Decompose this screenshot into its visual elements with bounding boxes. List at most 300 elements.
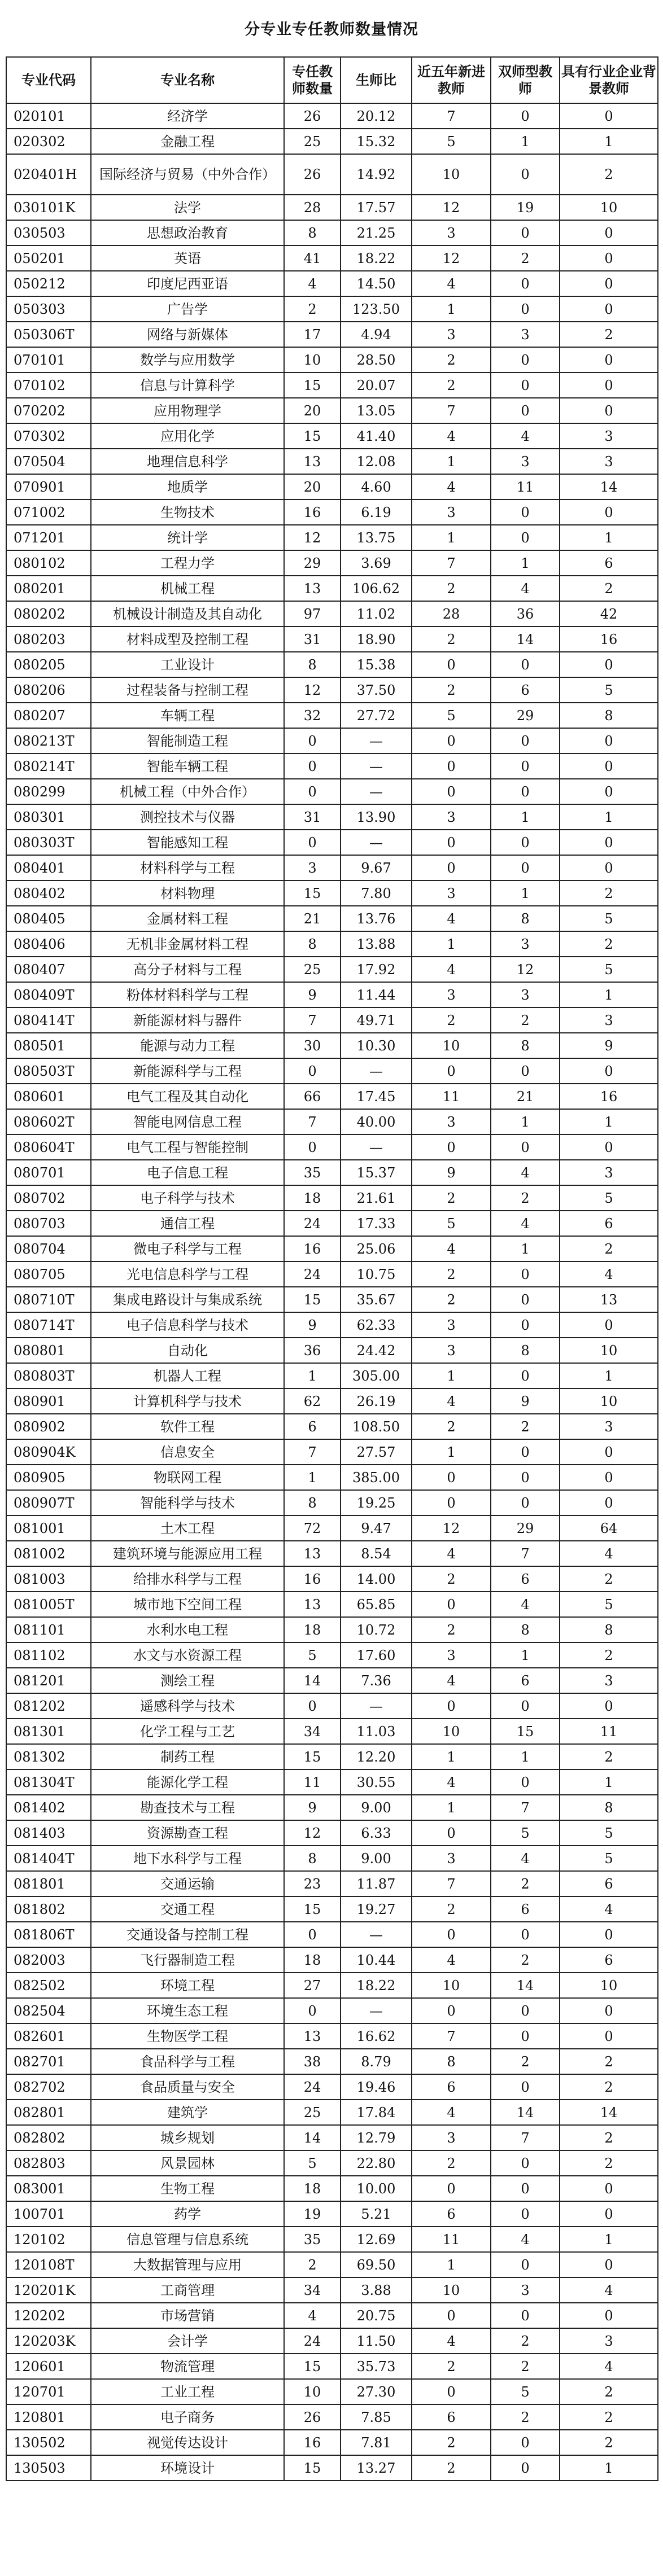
- cell-teacher-count: 35: [284, 1160, 341, 1185]
- cell-dual-qualified: 14: [491, 2100, 560, 2125]
- cell-teacher-count: 5: [284, 2150, 341, 2176]
- cell-teacher-count: 72: [284, 1515, 341, 1541]
- table-row: [6, 1820, 658, 1846]
- table-row: [6, 1312, 658, 1338]
- cell-teacher-count: 16: [284, 1236, 341, 1261]
- cell-teacher-count: 26: [284, 103, 341, 129]
- cell-new-teachers: 10: [412, 1033, 491, 1058]
- table-row: [6, 474, 658, 500]
- cell-new-teachers: 0: [412, 779, 491, 804]
- cell-dual-qualified: 0: [491, 652, 560, 677]
- cell-industry-background: 2: [560, 2150, 658, 2176]
- cell-industry-background: 0: [560, 830, 658, 855]
- cell-teacher-count: 41: [284, 246, 341, 271]
- cell-new-teachers: 5: [412, 129, 491, 154]
- cell-new-teachers: 3: [412, 1642, 491, 1668]
- cell-major-name: 勘查技术与工程: [91, 1795, 284, 1820]
- table-row: [6, 982, 658, 1007]
- cell-major-code: 082701: [6, 2049, 91, 2074]
- cell-teacher-count: 20: [284, 474, 341, 500]
- cell-industry-background: 2: [560, 322, 658, 347]
- cell-student-teacher-ratio: 11.50: [341, 2328, 412, 2354]
- cell-industry-background: 1: [560, 525, 658, 550]
- cell-major-name: 过程装备与控制工程: [91, 677, 284, 703]
- cell-major-code: 081806T: [6, 1922, 91, 1947]
- cell-student-teacher-ratio: 9.00: [341, 1795, 412, 1820]
- cell-dual-qualified: 3: [491, 449, 560, 474]
- cell-teacher-count: 9: [284, 982, 341, 1007]
- header-major-code: 专业代码: [6, 57, 91, 103]
- cell-major-name: 环境设计: [91, 2455, 284, 2481]
- cell-student-teacher-ratio: 14.92: [341, 154, 412, 195]
- cell-major-name: 遥感科学与技术: [91, 1693, 284, 1719]
- cell-teacher-count: 25: [284, 2100, 341, 2125]
- cell-major-code: 050306T: [6, 322, 91, 347]
- table-row: [6, 1084, 658, 1109]
- cell-new-teachers: 5: [412, 703, 491, 728]
- cell-teacher-count: 10: [284, 347, 341, 373]
- cell-new-teachers: 0: [412, 1592, 491, 1617]
- cell-dual-qualified: 6: [491, 1566, 560, 1592]
- cell-new-teachers: 4: [412, 957, 491, 982]
- cell-dual-qualified: 0: [491, 1465, 560, 1490]
- cell-teacher-count: 9: [284, 1795, 341, 1820]
- cell-teacher-count: 31: [284, 627, 341, 652]
- cell-industry-background: 0: [560, 103, 658, 129]
- cell-teacher-count: 13: [284, 576, 341, 601]
- cell-dual-qualified: 11: [491, 474, 560, 500]
- cell-dual-qualified: 5: [491, 2379, 560, 2404]
- cell-dual-qualified: 1: [491, 550, 560, 576]
- table-row: [6, 2201, 658, 2227]
- cell-industry-background: 1: [560, 1769, 658, 1795]
- cell-industry-background: 0: [560, 2252, 658, 2277]
- cell-new-teachers: 1: [412, 931, 491, 957]
- table-row: [6, 398, 658, 423]
- cell-major-name: 制药工程: [91, 1744, 284, 1769]
- cell-student-teacher-ratio: 10.44: [341, 1947, 412, 1973]
- cell-student-teacher-ratio: 35.67: [341, 1287, 412, 1312]
- table-row: [6, 1414, 658, 1439]
- cell-student-teacher-ratio: 27.57: [341, 1439, 412, 1465]
- cell-major-code: 080710T: [6, 1287, 91, 1312]
- cell-major-code: 120701: [6, 2379, 91, 2404]
- cell-teacher-count: 4: [284, 2303, 341, 2328]
- cell-major-code: 050201: [6, 246, 91, 271]
- cell-teacher-count: 3: [284, 855, 341, 880]
- cell-dual-qualified: 15: [491, 1719, 560, 1744]
- cell-student-teacher-ratio: 9.00: [341, 1846, 412, 1871]
- cell-industry-background: 10: [560, 1338, 658, 1363]
- cell-teacher-count: 6: [284, 1414, 341, 1439]
- cell-student-teacher-ratio: 13.75: [341, 525, 412, 550]
- cell-teacher-count: 13: [284, 449, 341, 474]
- cell-teacher-count: 30: [284, 1033, 341, 1058]
- table-row: [6, 2125, 658, 2150]
- cell-teacher-count: 0: [284, 1693, 341, 1719]
- cell-dual-qualified: 2: [491, 2404, 560, 2430]
- cell-student-teacher-ratio: 28.50: [341, 347, 412, 373]
- cell-student-teacher-ratio: 11.03: [341, 1719, 412, 1744]
- cell-major-code: 071002: [6, 500, 91, 525]
- cell-teacher-count: 8: [284, 652, 341, 677]
- cell-student-teacher-ratio: 17.45: [341, 1084, 412, 1109]
- cell-teacher-count: 24: [284, 1261, 341, 1287]
- cell-new-teachers: 0: [412, 2379, 491, 2404]
- cell-major-name: 地理信息科学: [91, 449, 284, 474]
- cell-major-code: 081102: [6, 1642, 91, 1668]
- cell-teacher-count: 34: [284, 1719, 341, 1744]
- table-body: [6, 103, 658, 2481]
- cell-new-teachers: 0: [412, 1922, 491, 1947]
- cell-student-teacher-ratio: 10.30: [341, 1033, 412, 1058]
- table-row: [6, 220, 658, 246]
- cell-major-code: 120801: [6, 2404, 91, 2430]
- table-row: [6, 449, 658, 474]
- cell-dual-qualified: 0: [491, 2430, 560, 2455]
- cell-dual-qualified: 2: [491, 1871, 560, 1896]
- cell-major-code: 080405: [6, 906, 91, 931]
- cell-teacher-count: 36: [284, 1338, 341, 1363]
- cell-major-name: 通信工程: [91, 1211, 284, 1236]
- cell-student-teacher-ratio: —: [341, 753, 412, 779]
- cell-new-teachers: 4: [412, 1388, 491, 1414]
- cell-student-teacher-ratio: 108.50: [341, 1414, 412, 1439]
- cell-new-teachers: 0: [412, 1820, 491, 1846]
- cell-dual-qualified: 1: [491, 1642, 560, 1668]
- cell-major-code: 081201: [6, 1668, 91, 1693]
- cell-major-code: 083001: [6, 2176, 91, 2201]
- cell-student-teacher-ratio: 17.84: [341, 2100, 412, 2125]
- cell-major-name: 资源勘查工程: [91, 1820, 284, 1846]
- cell-dual-qualified: 7: [491, 1541, 560, 1566]
- table-row: [6, 753, 658, 779]
- table-row: [6, 576, 658, 601]
- cell-dual-qualified: 8: [491, 1338, 560, 1363]
- cell-major-name: 视觉传达设计: [91, 2430, 284, 2455]
- cell-industry-background: 4: [560, 1261, 658, 1287]
- cell-industry-background: 0: [560, 2303, 658, 2328]
- cell-dual-qualified: 0: [491, 1287, 560, 1312]
- cell-dual-qualified: 2: [491, 1414, 560, 1439]
- cell-dual-qualified: 0: [491, 830, 560, 855]
- cell-teacher-count: 14: [284, 1668, 341, 1693]
- cell-student-teacher-ratio: 19.27: [341, 1896, 412, 1922]
- table-row: [6, 347, 658, 373]
- cell-student-teacher-ratio: —: [341, 1134, 412, 1160]
- cell-dual-qualified: 21: [491, 1084, 560, 1109]
- cell-dual-qualified: 14: [491, 1973, 560, 1998]
- cell-industry-background: 4: [560, 1896, 658, 1922]
- cell-major-name: 电子信息科学与技术: [91, 1312, 284, 1338]
- cell-teacher-count: 19: [284, 2201, 341, 2227]
- cell-new-teachers: 0: [412, 1490, 491, 1515]
- cell-industry-background: 9: [560, 1033, 658, 1058]
- cell-major-name: 建筑环境与能源应用工程: [91, 1541, 284, 1566]
- cell-major-code: 080401: [6, 855, 91, 880]
- cell-major-code: 080902: [6, 1414, 91, 1439]
- cell-major-code: 082502: [6, 1973, 91, 1998]
- cell-major-name: 水利水电工程: [91, 1617, 284, 1642]
- cell-industry-background: 0: [560, 2176, 658, 2201]
- table-row: [6, 2100, 658, 2125]
- table-row: [6, 2074, 658, 2100]
- cell-teacher-count: 12: [284, 1820, 341, 1846]
- cell-major-code: 080299: [6, 779, 91, 804]
- page-title: 分专业专任教师数量情况: [245, 21, 418, 38]
- cell-new-teachers: 2: [412, 1261, 491, 1287]
- cell-student-teacher-ratio: 10.00: [341, 2176, 412, 2201]
- cell-student-teacher-ratio: 9.67: [341, 855, 412, 880]
- cell-new-teachers: 1: [412, 2252, 491, 2277]
- cell-student-teacher-ratio: —: [341, 830, 412, 855]
- cell-student-teacher-ratio: 37.50: [341, 677, 412, 703]
- cell-dual-qualified: 14: [491, 627, 560, 652]
- cell-major-name: 智能制造工程: [91, 728, 284, 753]
- cell-student-teacher-ratio: 14.00: [341, 1566, 412, 1592]
- cell-major-name: 新能源科学与工程: [91, 1058, 284, 1084]
- cell-major-name: 自动化: [91, 1338, 284, 1363]
- cell-student-teacher-ratio: 10.75: [341, 1261, 412, 1287]
- cell-major-name: 风景园林: [91, 2150, 284, 2176]
- cell-industry-background: 2: [560, 2074, 658, 2100]
- cell-dual-qualified: 0: [491, 1261, 560, 1287]
- cell-major-code: 080602T: [6, 1109, 91, 1134]
- cell-major-code: 080214T: [6, 753, 91, 779]
- cell-student-teacher-ratio: 8.54: [341, 1541, 412, 1566]
- cell-dual-qualified: 0: [491, 296, 560, 322]
- cell-student-teacher-ratio: 35.73: [341, 2354, 412, 2379]
- cell-major-code: 080803T: [6, 1363, 91, 1388]
- cell-major-code: 081304T: [6, 1769, 91, 1795]
- cell-student-teacher-ratio: 17.60: [341, 1642, 412, 1668]
- cell-teacher-count: 1: [284, 1363, 341, 1388]
- table-row: [6, 1846, 658, 1871]
- cell-industry-background: 2: [560, 880, 658, 906]
- cell-industry-background: 2: [560, 1642, 658, 1668]
- cell-major-name: 信息安全: [91, 1439, 284, 1465]
- cell-student-teacher-ratio: 17.92: [341, 957, 412, 982]
- cell-industry-background: 0: [560, 2023, 658, 2049]
- cell-teacher-count: 0: [284, 830, 341, 855]
- cell-new-teachers: 0: [412, 1693, 491, 1719]
- cell-dual-qualified: 0: [491, 1693, 560, 1719]
- cell-dual-qualified: 6: [491, 1896, 560, 1922]
- cell-teacher-count: 25: [284, 129, 341, 154]
- cell-new-teachers: 12: [412, 246, 491, 271]
- cell-student-teacher-ratio: —: [341, 1922, 412, 1947]
- table-row: [6, 1058, 658, 1084]
- cell-new-teachers: 2: [412, 373, 491, 398]
- cell-industry-background: 0: [560, 779, 658, 804]
- table-row: [6, 2023, 658, 2049]
- cell-student-teacher-ratio: 7.80: [341, 880, 412, 906]
- table-row: [6, 1515, 658, 1541]
- table-row: [6, 1211, 658, 1236]
- cell-major-code: 080102: [6, 550, 91, 576]
- table-row: [6, 2252, 658, 2277]
- cell-dual-qualified: 2: [491, 2354, 560, 2379]
- cell-new-teachers: 0: [412, 1465, 491, 1490]
- cell-major-name: 建筑学: [91, 2100, 284, 2125]
- cell-major-code: 080203: [6, 627, 91, 652]
- cell-industry-background: 4: [560, 1541, 658, 1566]
- cell-new-teachers: 4: [412, 1769, 491, 1795]
- cell-teacher-count: 15: [284, 423, 341, 449]
- cell-teacher-count: 20: [284, 398, 341, 423]
- cell-industry-background: 5: [560, 1592, 658, 1617]
- cell-new-teachers: 3: [412, 1338, 491, 1363]
- cell-teacher-count: 13: [284, 1592, 341, 1617]
- cell-major-code: 120108T: [6, 2252, 91, 2277]
- cell-dual-qualified: 5: [491, 1820, 560, 1846]
- cell-student-teacher-ratio: 11.02: [341, 601, 412, 627]
- cell-new-teachers: 4: [412, 2100, 491, 2125]
- cell-major-name: 药学: [91, 2201, 284, 2227]
- cell-student-teacher-ratio: 11.44: [341, 982, 412, 1007]
- cell-teacher-count: 15: [284, 1287, 341, 1312]
- cell-major-code: 030503: [6, 220, 91, 246]
- cell-new-teachers: 0: [412, 855, 491, 880]
- cell-student-teacher-ratio: 7.81: [341, 2430, 412, 2455]
- table-row: [6, 1592, 658, 1617]
- table-row: [6, 423, 658, 449]
- table-row: [6, 1668, 658, 1693]
- cell-industry-background: 1: [560, 129, 658, 154]
- cell-new-teachers: 2: [412, 1287, 491, 1312]
- cell-student-teacher-ratio: 41.40: [341, 423, 412, 449]
- cell-dual-qualified: 3: [491, 931, 560, 957]
- cell-teacher-count: 0: [284, 728, 341, 753]
- cell-dual-qualified: 0: [491, 347, 560, 373]
- cell-major-name: 环境工程: [91, 1973, 284, 1998]
- cell-major-code: 080503T: [6, 1058, 91, 1084]
- cell-new-teachers: 1: [412, 296, 491, 322]
- cell-major-code: 080704: [6, 1236, 91, 1261]
- cell-student-teacher-ratio: 21.61: [341, 1185, 412, 1211]
- cell-major-code: 020302: [6, 129, 91, 154]
- cell-teacher-count: 26: [284, 154, 341, 195]
- cell-dual-qualified: 0: [491, 1134, 560, 1160]
- cell-industry-background: 6: [560, 550, 658, 576]
- cell-major-name: 工程力学: [91, 550, 284, 576]
- cell-student-teacher-ratio: —: [341, 1693, 412, 1719]
- cell-major-code: 120601: [6, 2354, 91, 2379]
- cell-new-teachers: 3: [412, 1109, 491, 1134]
- cell-student-teacher-ratio: 13.27: [341, 2455, 412, 2481]
- table-row: [6, 195, 658, 220]
- table-row: [6, 525, 658, 550]
- cell-teacher-count: 27: [284, 1973, 341, 1998]
- table-row: [6, 957, 658, 982]
- cell-major-code: 080703: [6, 1211, 91, 1236]
- cell-dual-qualified: 0: [491, 779, 560, 804]
- cell-major-code: 070504: [6, 449, 91, 474]
- cell-industry-background: 0: [560, 246, 658, 271]
- cell-dual-qualified: 7: [491, 2125, 560, 2150]
- table-row: [6, 1109, 658, 1134]
- cell-industry-background: 5: [560, 677, 658, 703]
- cell-major-code: 050212: [6, 271, 91, 296]
- cell-industry-background: 0: [560, 373, 658, 398]
- cell-teacher-count: 35: [284, 2227, 341, 2252]
- cell-teacher-count: 24: [284, 2074, 341, 2100]
- table-row: [6, 103, 658, 129]
- cell-student-teacher-ratio: 69.50: [341, 2252, 412, 2277]
- cell-major-name: 车辆工程: [91, 703, 284, 728]
- cell-major-name: 新能源材料与器件: [91, 1007, 284, 1033]
- cell-teacher-count: 7: [284, 1439, 341, 1465]
- cell-teacher-count: 34: [284, 2277, 341, 2303]
- cell-industry-background: 2: [560, 576, 658, 601]
- cell-dual-qualified: 0: [491, 373, 560, 398]
- cell-major-code: 070202: [6, 398, 91, 423]
- cell-major-name: 金融工程: [91, 129, 284, 154]
- cell-industry-background: 10: [560, 195, 658, 220]
- cell-student-teacher-ratio: 25.06: [341, 1236, 412, 1261]
- table-row: [6, 2150, 658, 2176]
- header-student-teacher-ratio: 生师比: [341, 57, 412, 103]
- cell-industry-background: 3: [560, 2328, 658, 2354]
- cell-new-teachers: 4: [412, 474, 491, 500]
- cell-teacher-count: 32: [284, 703, 341, 728]
- cell-student-teacher-ratio: 27.72: [341, 703, 412, 728]
- cell-dual-qualified: 0: [491, 2074, 560, 2100]
- cell-dual-qualified: 8: [491, 906, 560, 931]
- cell-major-code: 080201: [6, 576, 91, 601]
- cell-major-code: 081005T: [6, 1592, 91, 1617]
- cell-student-teacher-ratio: 10.72: [341, 1617, 412, 1642]
- cell-teacher-count: 26: [284, 2404, 341, 2430]
- cell-student-teacher-ratio: 9.47: [341, 1515, 412, 1541]
- table-row: [6, 129, 658, 154]
- cell-student-teacher-ratio: 4.94: [341, 322, 412, 347]
- cell-industry-background: 0: [560, 347, 658, 373]
- cell-major-code: 081302: [6, 1744, 91, 1769]
- cell-major-code: 071201: [6, 525, 91, 550]
- table-row: [6, 830, 658, 855]
- cell-dual-qualified: 4: [491, 1592, 560, 1617]
- cell-industry-background: 64: [560, 1515, 658, 1541]
- cell-major-code: 080907T: [6, 1490, 91, 1515]
- cell-industry-background: 0: [560, 1058, 658, 1084]
- cell-industry-background: 3: [560, 1414, 658, 1439]
- cell-major-code: 081202: [6, 1693, 91, 1719]
- cell-student-teacher-ratio: —: [341, 728, 412, 753]
- cell-industry-background: 2: [560, 1744, 658, 1769]
- cell-dual-qualified: 0: [491, 1490, 560, 1515]
- cell-dual-qualified: 0: [491, 2023, 560, 2049]
- cell-dual-qualified: 3: [491, 322, 560, 347]
- cell-student-teacher-ratio: 13.88: [341, 931, 412, 957]
- cell-major-code: 081801: [6, 1871, 91, 1896]
- cell-industry-background: 10: [560, 1388, 658, 1414]
- cell-new-teachers: 6: [412, 2404, 491, 2430]
- cell-major-name: 测绘工程: [91, 1668, 284, 1693]
- table-header-row: [6, 57, 658, 103]
- table-row: [6, 1439, 658, 1465]
- cell-major-name: 飞行器制造工程: [91, 1947, 284, 1973]
- cell-dual-qualified: 19: [491, 195, 560, 220]
- cell-new-teachers: 12: [412, 1515, 491, 1541]
- cell-new-teachers: 8: [412, 2049, 491, 2074]
- cell-teacher-count: 16: [284, 2430, 341, 2455]
- cell-major-name: 统计学: [91, 525, 284, 550]
- cell-teacher-count: 8: [284, 1846, 341, 1871]
- cell-dual-qualified: 0: [491, 753, 560, 779]
- cell-dual-qualified: 29: [491, 703, 560, 728]
- cell-major-name: 粉体材料科学与工程: [91, 982, 284, 1007]
